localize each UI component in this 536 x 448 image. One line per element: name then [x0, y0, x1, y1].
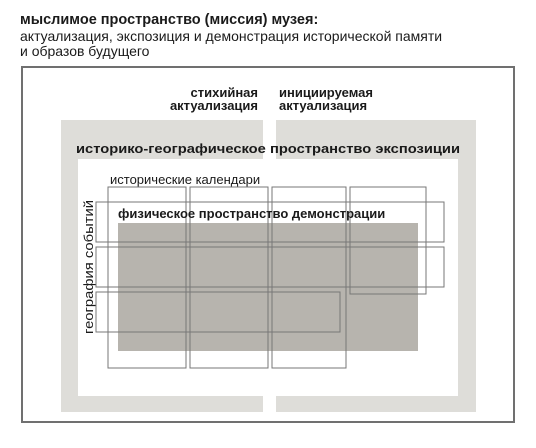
initiated-label-line-2: актуализация [279, 98, 368, 113]
spontaneous-label-line-1: стихийная [190, 85, 258, 100]
diagram-subtitle-line-2: и образов будущего [20, 43, 150, 59]
diagram-title: мыслимое пространство (миссия) музея: [20, 12, 319, 28]
event-geography-label: география событий [81, 216, 96, 334]
diagram-subtitle-line-1: актуализация, экспозиция и демонстрация исторической памяти [20, 28, 443, 44]
historical-calendars-label: исторические календари [110, 172, 261, 187]
initiated-label-line-1: инициируемая [279, 85, 373, 100]
demonstration-space-label: физическое пространство демонстрации [118, 206, 386, 221]
spontaneous-label-line-2: актуализация [169, 98, 258, 113]
exposition-space-label: историко-географическое пространство экспозиции [76, 141, 461, 156]
